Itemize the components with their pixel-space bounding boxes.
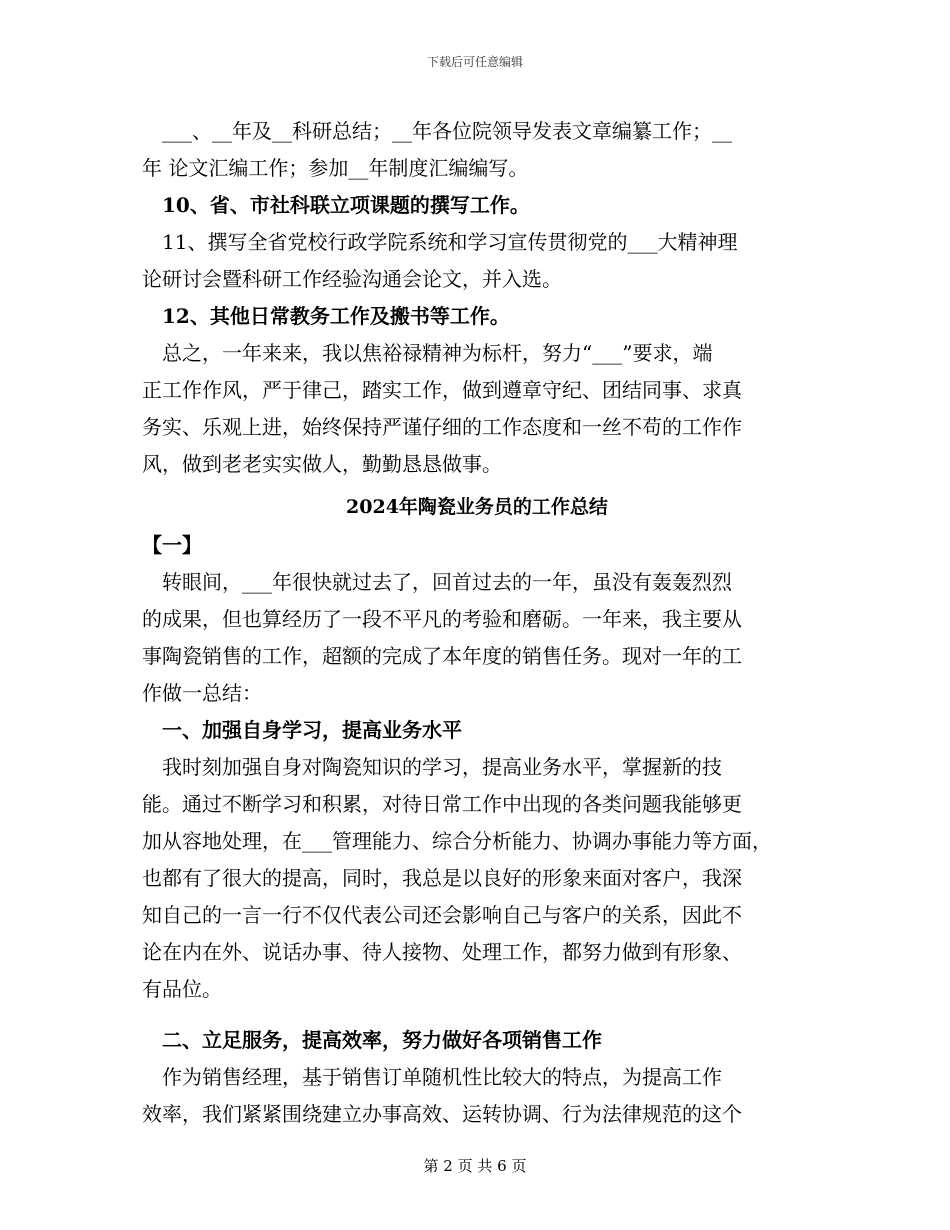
para1-line: 我时刻加强自身对陶瓷知识的学习，提高业务水平，掌握新的技 (142, 755, 722, 779)
summary-line: 总之，一年来来，我以焦裕禄精神为标杆，努力“___”要求，端 (142, 341, 713, 365)
body-line: ___、__年及__科研总结；__年各位院领导发表文章编纂工作；__ (142, 119, 732, 143)
article-title: 2024年陶瓷业务员的工作总结 (346, 496, 608, 518)
para1-line: 也都有了很大的提高，同时，我总是以良好的形象来面对客户，我深 (142, 866, 742, 890)
summary-line: 风，做到老老实实做人，勤勤恳恳做事。 (142, 452, 502, 476)
para1-line: 知自己的一言一行不仅代表公司还会影响自己与客户的关系，因此不 (142, 903, 742, 927)
intro-line: 事陶瓷销售的工作，超额的完成了本年度的销售任务。现对一年的工 (142, 644, 742, 668)
para1-line: 能。通过不断学习和积累，对待日常工作中出现的各类问题我能够更 (142, 792, 742, 816)
part-label: 【一】 (142, 533, 202, 557)
paragraph-gap (142, 1008, 812, 1022)
para1-line: 论在内在外、说话办事、待人接物、处理工作，都努力做到有形象、 (142, 940, 742, 964)
intro-line: 的成果，但也算经历了一段不平凡的考验和磨砺。一年来，我主要从 (142, 607, 742, 631)
intro-line: 转眼间，___年很快就过去了，回首过去的一年，虽没有轰轰烈烈 (142, 570, 732, 594)
summary-line: 正工作作风，严于律己，踏实工作，做到遵章守纪、团结同事、求真 (142, 378, 742, 402)
list-item-11-line: 11、撰写全省党校行政学院系统和学习宣传贯彻党的___大精神理 (142, 230, 738, 254)
summary-line: 务实、乐观上进，始终保持严谨仔细的工作态度和一丝不苟的工作作 (142, 415, 742, 439)
para2-line: 效率，我们紧紧围绕建立办事高效、运转协调、行为法律规范的这个 (142, 1102, 742, 1126)
para1-line: 加从容地处理，在___管理能力、综合分析能力、协调办事能力等方面， (142, 829, 772, 853)
body-line: 年 论文汇编工作；参加__年制度汇编编写。 (142, 156, 529, 180)
list-item-12: 12、其他日常教务工作及搬书等工作。 (142, 304, 510, 328)
document-body (142, 113, 812, 1133)
para1-line: 有品位。 (142, 977, 222, 1001)
section-heading-2: 二、立足服务，提高效率，努力做好各项销售工作 (142, 1028, 602, 1052)
page-header: 下载后可任意编辑 (426, 55, 523, 69)
section-heading-1: 一、加强自身学习，提高业务水平 (142, 718, 462, 742)
page-footer: 第 2 页 共 6 页 (423, 1157, 527, 1175)
list-item-11-line: 论研讨会暨科研工作经验沟通会论文，并入选。 (142, 267, 562, 291)
list-item-10: 10、省、市社科联立项课题的撰写工作。 (142, 193, 530, 217)
intro-line: 作做一总结： (142, 681, 262, 705)
para2-line: 作为销售经理，基于销售订单随机性比较大的特点，为提高工作 (142, 1065, 722, 1089)
